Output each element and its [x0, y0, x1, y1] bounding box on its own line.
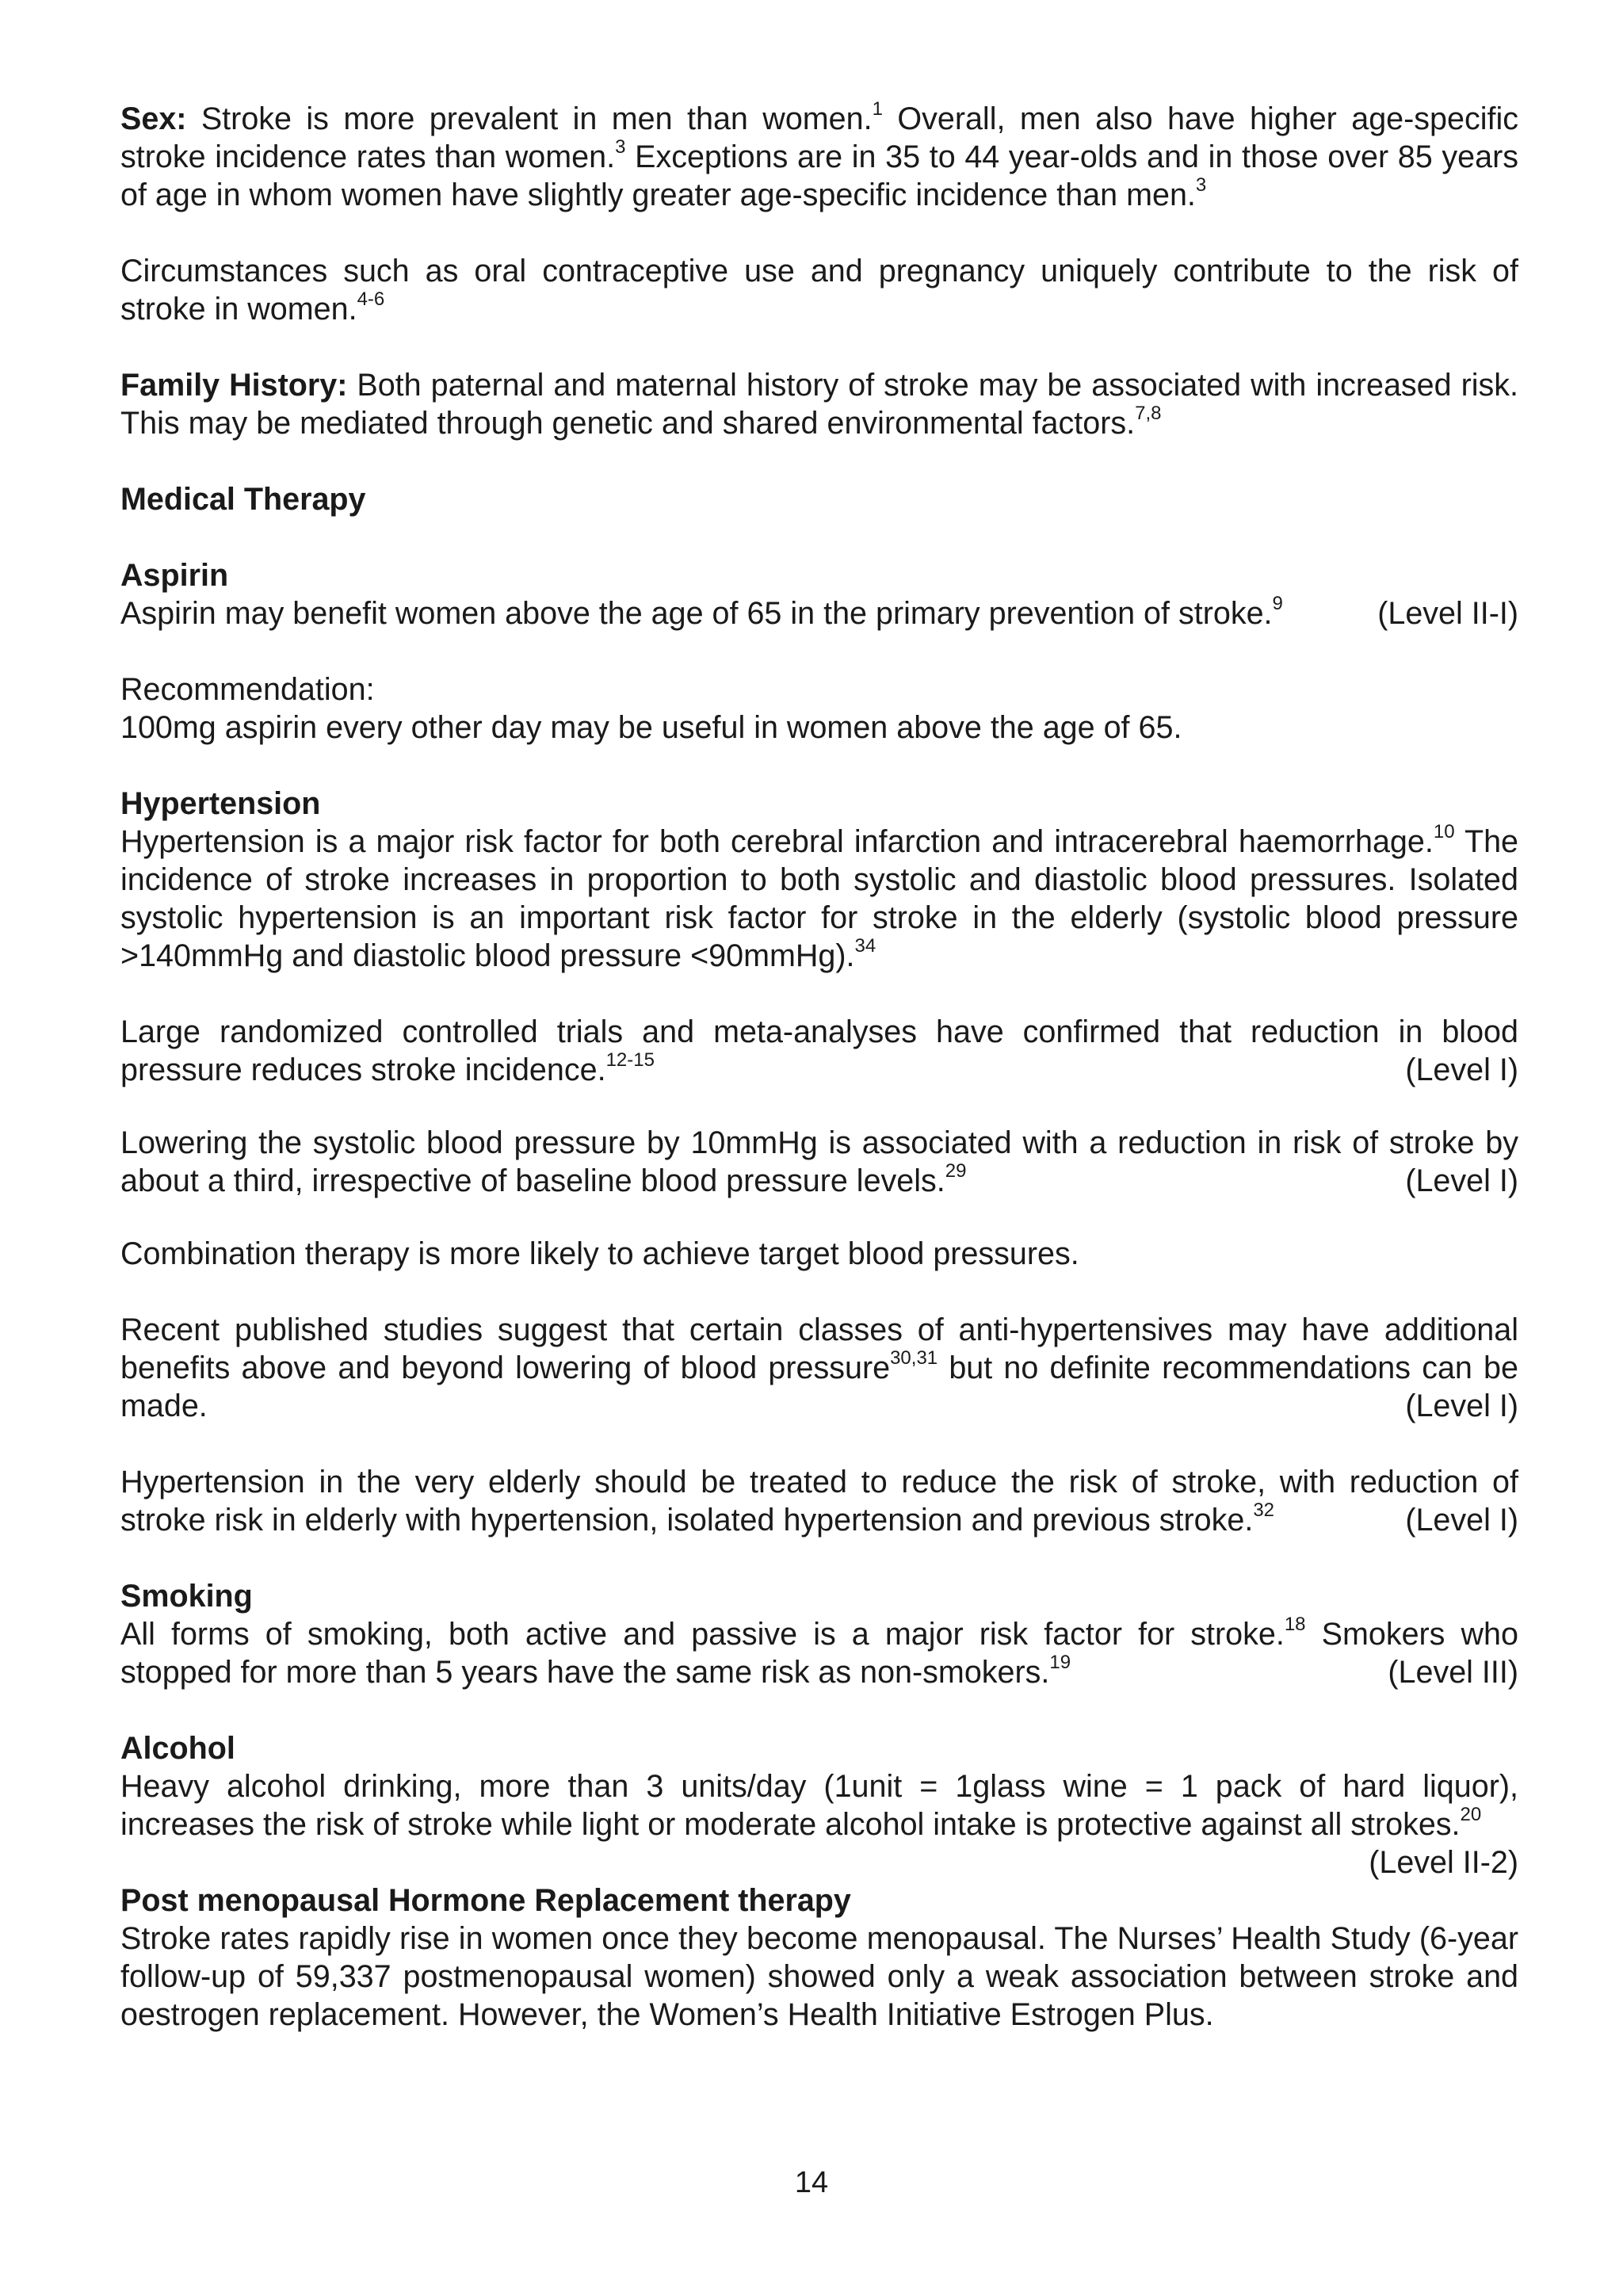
- aspirin-recommendation: [120, 670, 1518, 747]
- reference: 18: [1284, 1613, 1306, 1635]
- smoking-text: All forms of smoking, both active and passive is a major risk factor for stroke.: [120, 1617, 1285, 1652]
- hypertension-text: Hypertension in the very elderly should be treated to reduce the risk of stroke, with reduction of stroke risk in elderly with hypertension, isolated hypertension and previous stroke.: [120, 1465, 1518, 1538]
- evidence-level: (Level II-2): [1369, 1845, 1518, 1880]
- hypertension-text: Recent published studies suggest that certain classes of anti-hypertensives may have additional benefits above and beyond lowering of blood pressure: [120, 1312, 1518, 1385]
- recommendation-text: 100mg aspirin every other day may be useful in women above the age of 65.: [120, 710, 1182, 745]
- medical-therapy-heading: Medical Therapy: [120, 482, 366, 517]
- aspirin-paragraph: [120, 594, 1518, 632]
- sex-text-3: Exceptions are in 35 to 44 year-olds and in those over 85 years of age in whom women have slightly greater age-specific incidence than men.: [120, 139, 1518, 212]
- reference: 19: [1049, 1651, 1071, 1673]
- family-history-label: Family History:: [120, 368, 348, 403]
- evidence-level: (Level III): [1388, 1655, 1518, 1690]
- reference: 9: [1272, 592, 1283, 614]
- alcohol-paragraph: [120, 1767, 1518, 1880]
- page-number: 14: [794, 2166, 829, 2199]
- reference: 3: [1195, 174, 1207, 196]
- reference: 30,31: [890, 1347, 938, 1369]
- hrt-paragraph: Stroke rates rapidly rise in women once they become menopausal. The Nurses’ Health Study (6-year follow-up of 59,337 postmenopausal women) showed only a weak association between stroke and oestrogen replacement. However, the Women’s Health Initiative Estrogen Plus.: [120, 1921, 1518, 2032]
- hypertension-text: but no definite recommendations can be made.: [120, 1350, 1518, 1423]
- hrt-section: [120, 1881, 1518, 2034]
- hypertension-paragraph-6: [120, 1463, 1518, 1539]
- hypertension-section: [120, 785, 1518, 975]
- evidence-level: (Level II-I): [1377, 596, 1518, 631]
- reference: 20: [1460, 1803, 1482, 1825]
- family-history-text: Both paternal and maternal history of stroke may be associated with increased risk. This may be mediated through genetic and shared environmental factors.: [120, 368, 1518, 441]
- smoking-section: [120, 1577, 1518, 1691]
- document-page: [120, 97, 1519, 2072]
- alcohol-section: [120, 1729, 1518, 1880]
- reference: 12-15: [605, 1049, 655, 1071]
- smoking-text: Smokers who stopped for more than 5 years have the same risk as non-smokers.: [120, 1617, 1518, 1690]
- hypertension-text: The incidence of stroke increases in proportion to both systolic and diastolic blood pressures. Isolated systolic hypertension is an important risk factor for stroke in the elderly (systolic blood pressure >140mmHg and diastolic blood pressure <90mmHg).: [120, 824, 1519, 973]
- hypertension-text: Hypertension is a major risk factor for both cerebral infarction and intracerebral haemorrhage.: [120, 824, 1434, 859]
- circumstances-paragraph: [120, 252, 1518, 328]
- sex-text-2: Overall, men also have higher age-specific stroke incidence rates than women.: [120, 101, 1518, 174]
- sex-paragraph: [120, 97, 1518, 214]
- evidence-level: (Level I): [1405, 1503, 1518, 1538]
- evidence-level: (Level I): [1405, 1389, 1518, 1423]
- reference: 10: [1433, 820, 1455, 842]
- hrt-heading: Post menopausal Hormone Replacement therapy: [120, 1883, 851, 1918]
- reference: 3: [615, 136, 626, 158]
- hypertension-text: Large randomized controlled trials and meta-analyses have confirmed that reduction in blood pressure reduces stroke incidence.: [120, 1014, 1518, 1087]
- alcohol-heading: Alcohol: [120, 1731, 235, 1766]
- evidence-level: (Level I): [1405, 1052, 1518, 1087]
- sex-text-1: Stroke is more prevalent in men than women.: [186, 101, 873, 136]
- reference: 29: [945, 1159, 967, 1182]
- aspirin-heading: Aspirin: [120, 558, 229, 593]
- alcohol-text: Heavy alcohol drinking, more than 3 units/day (1unit = 1glass wine = 1 pack of hard liquor), increases the risk of stroke while light or moderate alcohol intake is protective against all strokes.: [120, 1769, 1518, 1842]
- hypertension-text: Lowering the systolic blood pressure by 10mmHg is associated with a reduction in risk of stroke by about a third, irrespective of baseline blood pressure levels.: [120, 1125, 1518, 1198]
- hypertension-paragraph-4: Combination therapy is more likely to achieve target blood pressures.: [120, 1236, 1079, 1271]
- hypertension-heading: Hypertension: [120, 786, 321, 821]
- reference: 32: [1253, 1499, 1275, 1521]
- family-history-paragraph: [120, 366, 1518, 442]
- sex-label: Sex:: [120, 101, 187, 136]
- hypertension-paragraph-2: [120, 1013, 1518, 1089]
- reference: 4-6: [357, 288, 385, 310]
- reference: 34: [854, 934, 876, 957]
- reference: 7,8: [1135, 402, 1162, 424]
- aspirin-text: Aspirin may benefit women above the age of 65 in the primary prevention of stroke.: [120, 596, 1273, 631]
- recommendation-label: Recommendation:: [120, 672, 375, 707]
- circumstances-text: Circumstances such as oral contraceptive use and pregnancy uniquely contribute to the risk of stroke in women.: [120, 254, 1518, 327]
- hypertension-paragraph-5: [120, 1311, 1518, 1425]
- smoking-paragraph: [120, 1615, 1518, 1691]
- hypertension-paragraph-3: [120, 1124, 1518, 1200]
- aspirin-section: [120, 556, 1518, 632]
- smoking-heading: Smoking: [120, 1579, 253, 1614]
- evidence-level: (Level I): [1405, 1163, 1518, 1198]
- hypertension-paragraph-1: [120, 820, 1519, 975]
- reference: 1: [872, 97, 883, 120]
